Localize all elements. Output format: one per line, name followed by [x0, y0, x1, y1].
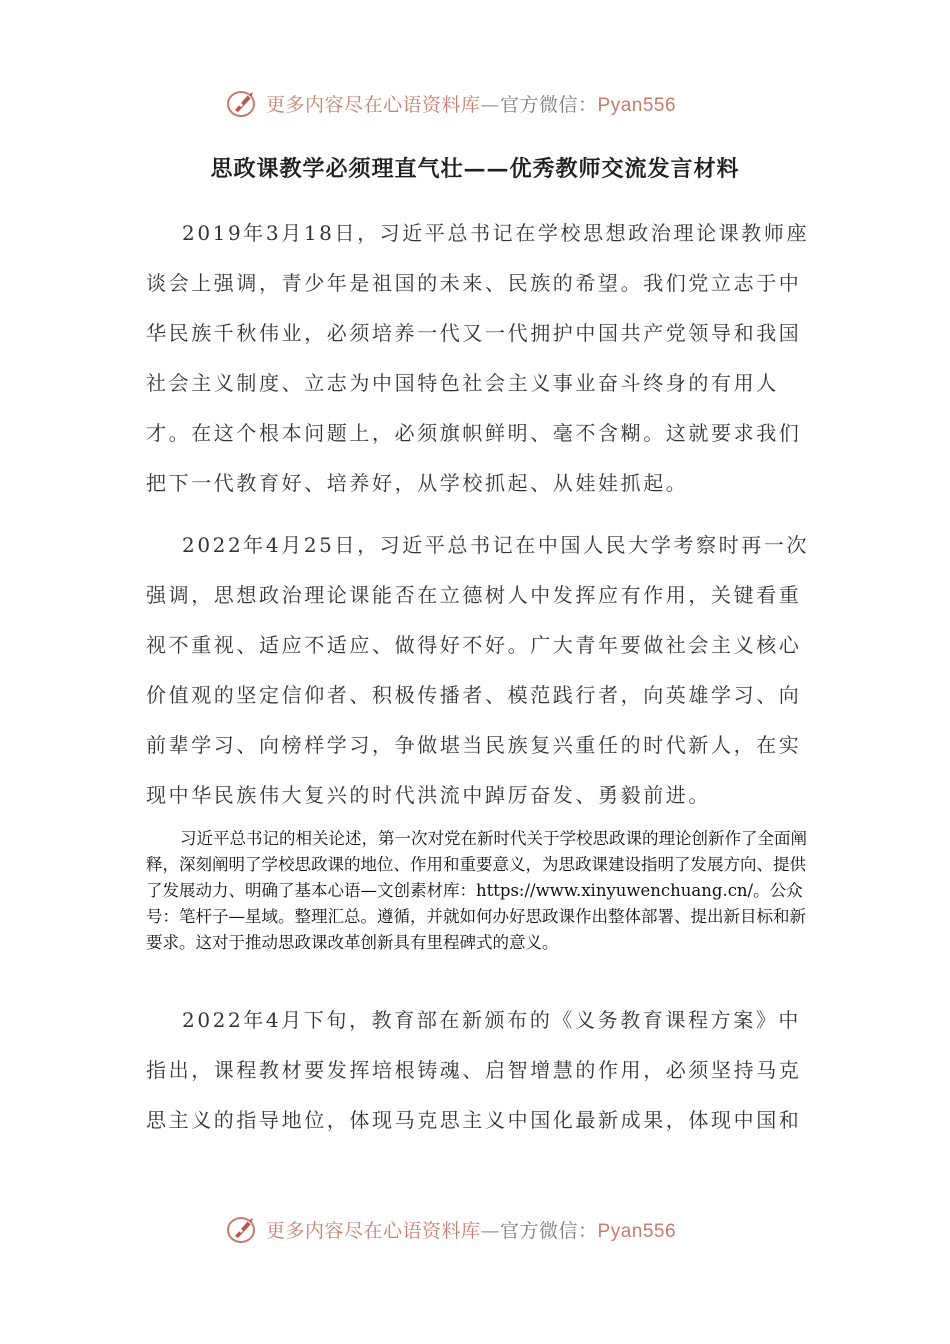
footer-banner [226, 1212, 746, 1246]
banner-separator: — [480, 1219, 501, 1242]
header-banner [226, 86, 746, 120]
paragraph-2: 2022年4月25日，习近平总书记在中国人民大学考察时再一次强调，思想政治理论课能否在立德树人中发挥应有作用，关键看重视不重视、适应不适应、做得好不好。广大青年要做社会主义核心价值观的坚定信仰者、积极传播者、模范践行者，向英雄学习、向前辈学习、向榜样学习，争做堪当民族复兴重任的时代新人，在实现中华民族伟大复兴的时代洪流中踔厉奋发、勇毅前进。 [146, 533, 810, 807]
pen-nib-logo-icon [226, 1212, 260, 1246]
banner-separator: — [480, 93, 501, 116]
pen-nib-logo-icon [226, 86, 260, 120]
paragraph-4: 2022年4月下旬，教育部在新颁布的《义务教育课程方案》中指出，课程教材要发挥培根铸魂、启智增慧的作用，必须坚持马克思主义的指导地位，体现马克思主义中国化最新成果，体现中国和 [146, 1008, 802, 1132]
banner-text [266, 1216, 676, 1243]
paragraph-3: 习近平总书记的相关论述，第一次对党在新时代关于学校思政课的理论创新作了全面阐释，深刻阐明了学校思政课的地位、作用和重要意义，为思政课建设指明了发展方向、提供了发展动力、明确了基本心语—文创素材库：https://www.xinyuwenchuang.cn/。公众号：笔杆子—星域。整理汇总。遵循，并就如何办好思政课作出整体部署、提出新目标和新要求。这对于推动思政课改革创新具有里程碑式的意义。 [146, 829, 807, 952]
banner-site-text: 更多内容尽在心语资料库 [266, 1219, 481, 1242]
banner-site-text: 更多内容尽在心语资料库 [266, 93, 481, 116]
banner-label: 官方微信： [500, 93, 598, 116]
banner-handle: Pyan556 [597, 94, 677, 116]
banner-text [266, 90, 676, 117]
page-title: 思政课教学必须理直气壮——优秀教师交流发言材料 [210, 156, 740, 182]
banner-label: 官方微信： [500, 1219, 598, 1242]
banner-handle: Pyan556 [597, 1220, 677, 1242]
paragraph-1: 2019年3月18日，习近平总书记在学校思想政治理论课教师座谈会上强调，青少年是祖国的未来、民族的希望。我们党立志于中华民族千秋伟业，必须培养一代又一代拥护中国共产党领导和我国社会主义制度、立志为中国特色社会主义事业奋斗终身的有用人才。在这个根本问题上，必须旗帜鲜明、毫不含糊。这就要求我们把下一代教育好、培养好，从学校抓起、从娃娃抓起。 [146, 221, 810, 495]
